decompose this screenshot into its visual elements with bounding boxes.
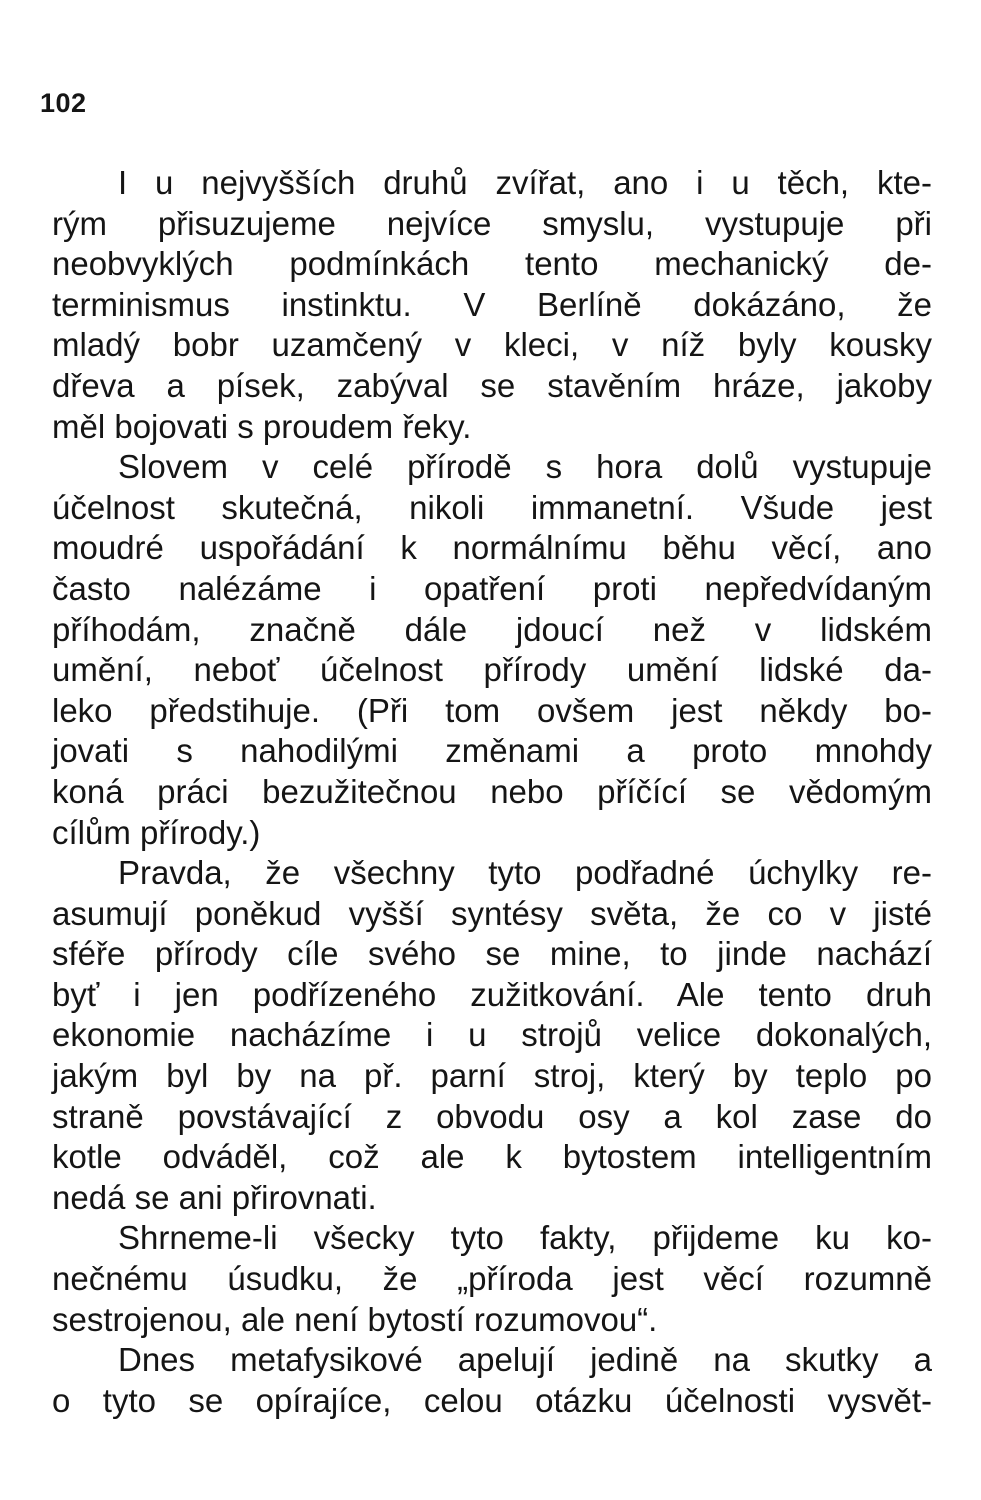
page-number: 102 — [40, 88, 87, 118]
text-line: umění, neboť účelnost přírody umění lidské da- — [52, 651, 932, 689]
text-line: byť i jen podřízeného zužitkování. Ale tento druh — [52, 975, 932, 1013]
text-line: jakým byl by na př. parní stroj, který by teplo po — [52, 1057, 932, 1095]
text-line: kotle odváděl, což ale k bytostem intelligentním — [52, 1138, 932, 1176]
text-line: cílům přírody.) — [52, 813, 261, 851]
text-line: neobvyklých podmínkách tento mechanický de- — [52, 245, 932, 283]
text-line: nedá se ani přirovnati. — [52, 1178, 377, 1216]
text-line: příhodám, značně dále jdoucí než v lidském — [52, 610, 932, 648]
text-line: straně povstávající z obvodu osy a kol zase do — [52, 1097, 932, 1135]
text-line: leko předstihuje. (Při tom ovšem jest někdy bo- — [52, 691, 932, 729]
text-line: Dnes metafysikové apelují jedině na skutky a — [118, 1341, 932, 1379]
text-line: sféře přírody cíle svého se mine, to jinde nachází — [52, 935, 932, 973]
text-line: ekonomie nacházíme i u strojů velice dokonalých, — [52, 1016, 932, 1054]
text-line: často nalézáme i opatření proti nepředvídaným — [52, 569, 932, 607]
text-line: asumují poněkud vyšší syntésy světa, že co v jisté — [52, 894, 932, 932]
text-line: dřeva a písek, zabýval se stavěním hráze, jakoby — [52, 366, 932, 404]
text-line: I u nejvyšších druhů zvířat, ano i u těch, kte- — [118, 164, 932, 201]
text-line: nečnému úsudku, že „příroda jest věcí rozumně — [52, 1260, 932, 1298]
text-line: mladý bobr uzamčený v kleci, v níž byly kousky — [52, 326, 932, 364]
text-line: Pravda, že všechny tyto podřadné úchylky re- — [118, 854, 932, 892]
text-line: koná práci bezužitečnou nebo příčící se vědomým — [52, 772, 932, 810]
text-line: jovati s nahodilými změnami a proto mnohdy — [52, 732, 932, 770]
text-line: rým přisuzujeme nejvíce smyslu, vystupuje při — [52, 204, 932, 242]
text-line: o tyto se opírajíce, celou otázku účelnosti vysvět- — [52, 1381, 932, 1419]
text-line: moudré uspořádání k normálnímu běhu věcí, ano — [52, 529, 932, 567]
body-text — [52, 163, 932, 1421]
text-line: sestrojenou, ale není bytostí rozumovou“. — [52, 1300, 658, 1338]
text-line: měl bojovati s proudem řeky. — [52, 407, 472, 445]
text-line: účelnost skutečná, nikoli immanetní. Všude jest — [52, 488, 932, 526]
text-line: Slovem v celé přírodě s hora dolů vystupuje — [118, 448, 932, 486]
text-line: Shrneme-li všecky tyto fakty, přijdeme ku ko- — [118, 1219, 932, 1257]
text-line: terminismus instinktu. V Berlíně dokázáno, že — [52, 285, 932, 323]
